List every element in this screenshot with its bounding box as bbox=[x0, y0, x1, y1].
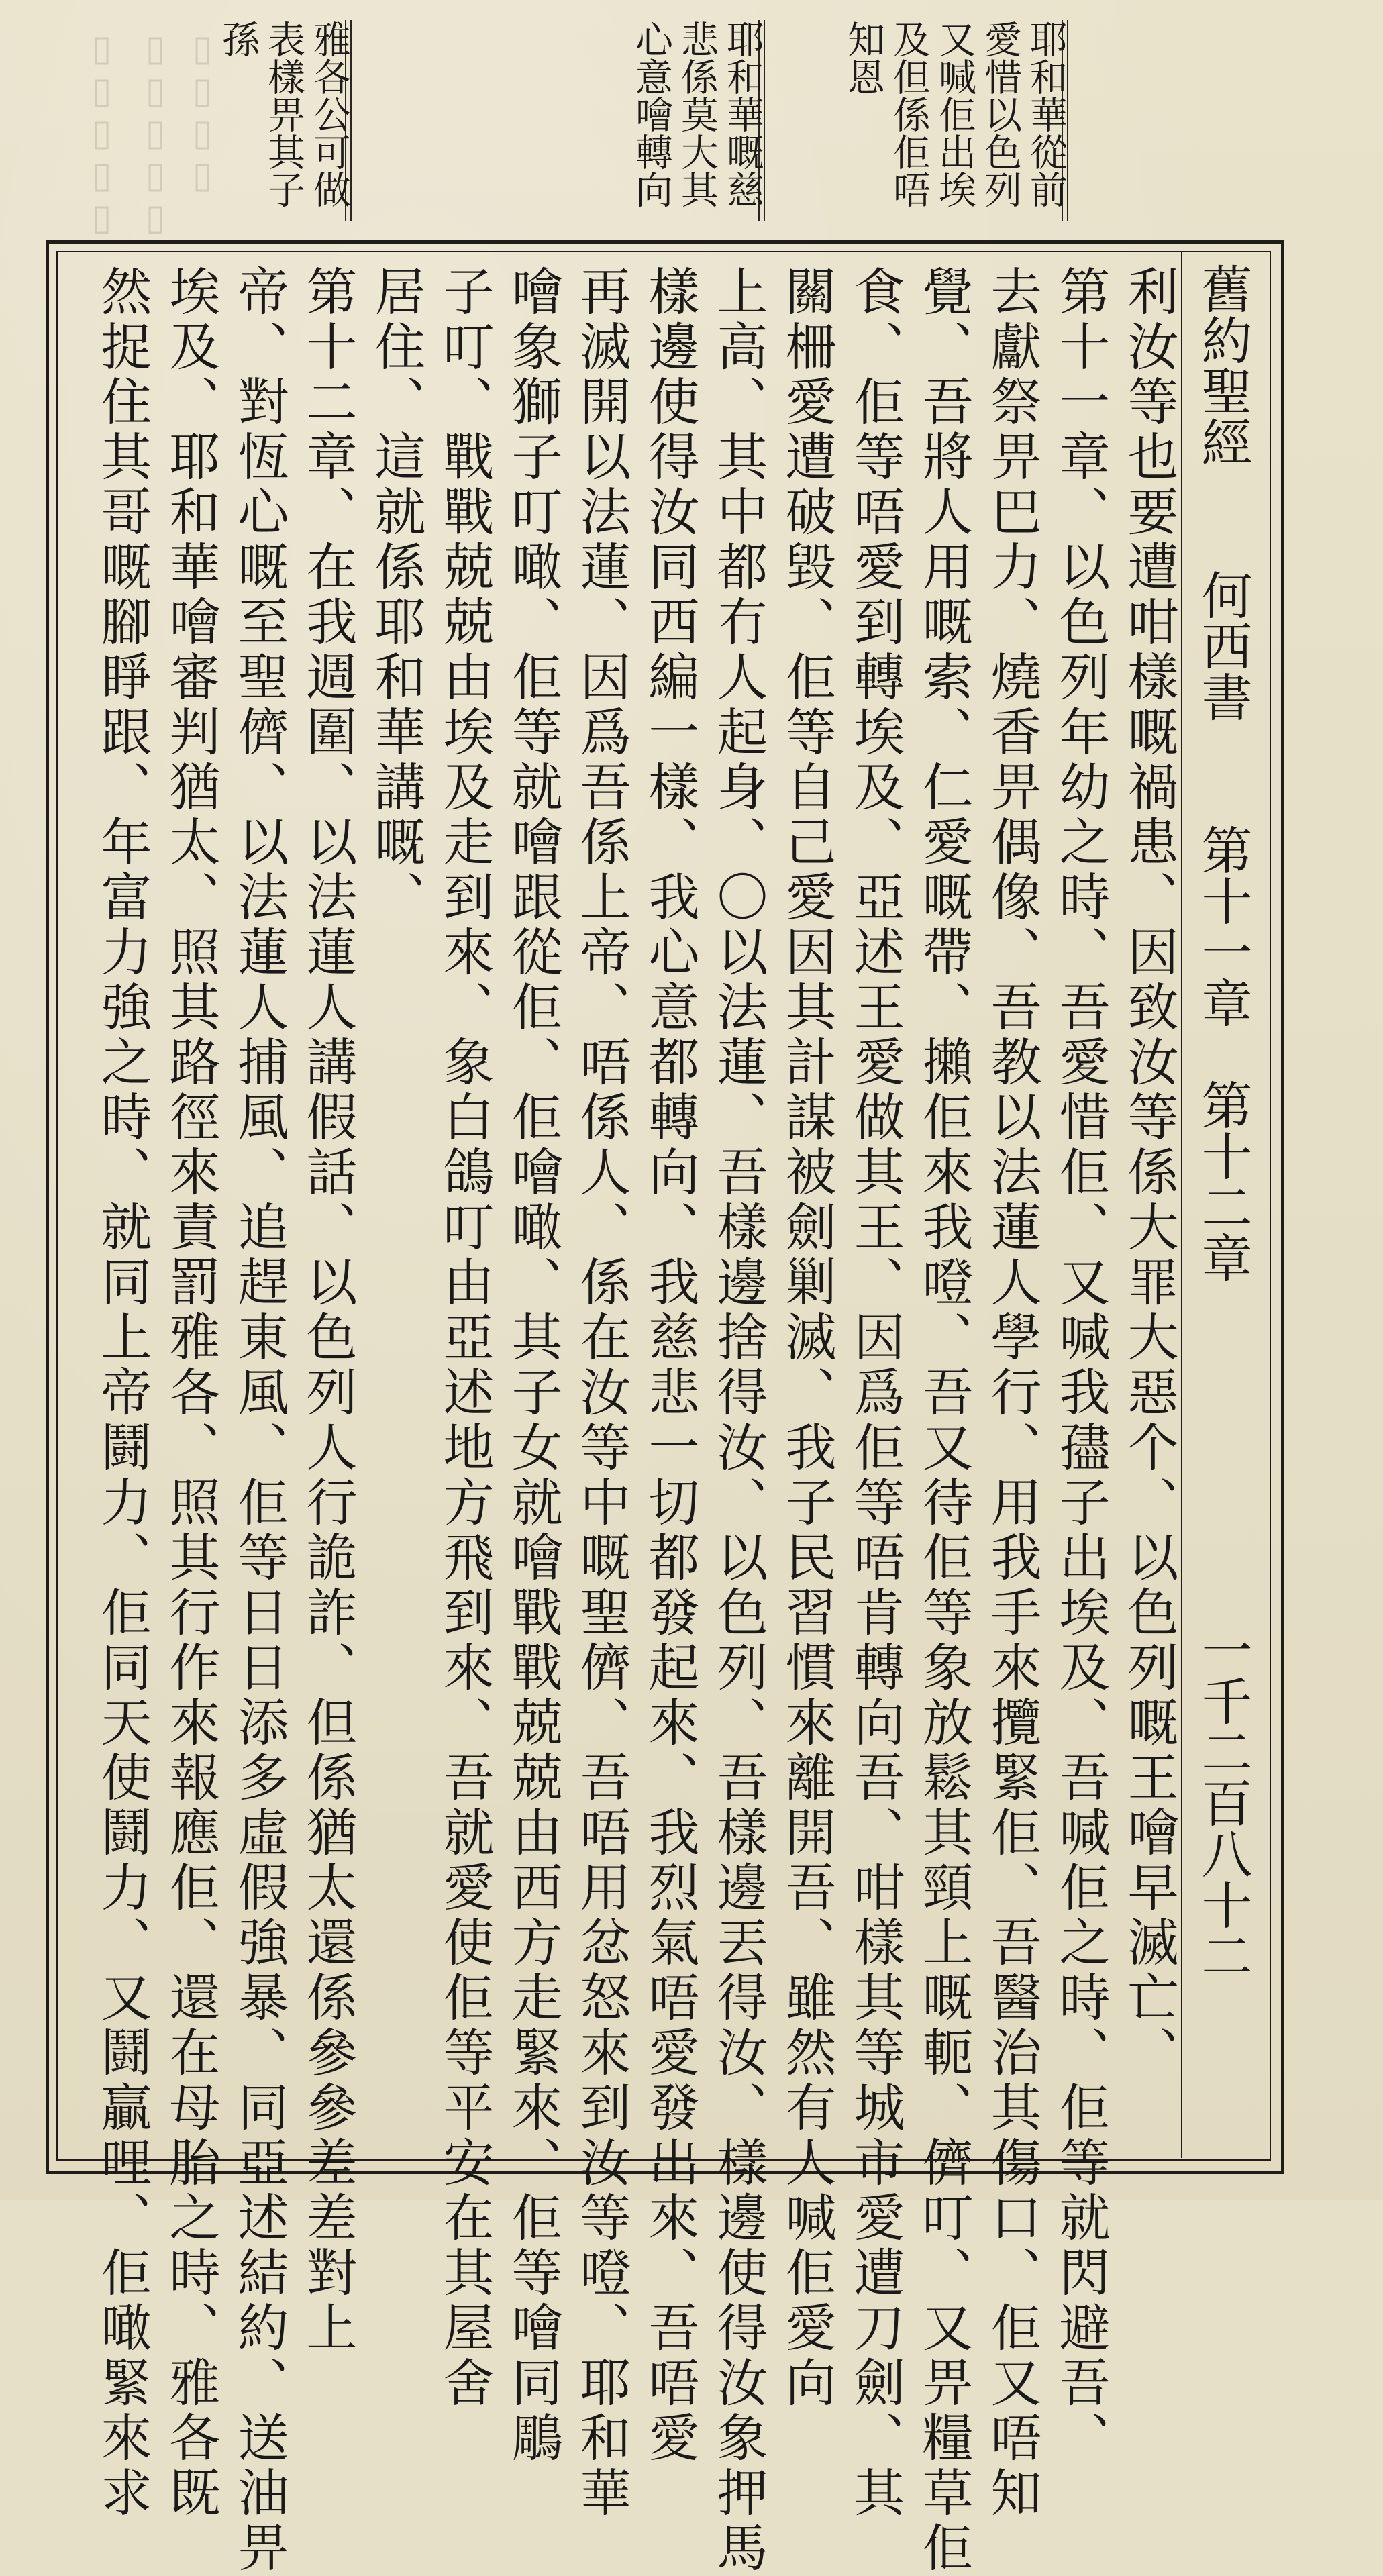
text-column-10: 噲象獅子叮噉、佢等就噲跟從佢、佢噲噉、其子女就噲戰戰兢兢由西方走緊來、佢等噲同鵰 bbox=[503, 265, 563, 2466]
top-note-2 bbox=[631, 20, 792, 235]
text-column-15: 埃及、耶和華噲審判猶太、照其路徑來責罰雅各、照其行作來報應佢、還在母胎之時、雅各既 bbox=[161, 265, 221, 2521]
text-column-5: 食、佢等唔愛到轉埃及、亞述王愛做其王、因爲佢等唔肯轉向吾、咁樣其等城市愛遭刀劍、其 bbox=[846, 265, 905, 2521]
text-column-2: 第十一章、以色列年幼之時、吾愛惜佢、又喊我孻子出埃及、吾喊佢之時、佢等就閃避吾、 bbox=[1051, 265, 1111, 2466]
note-line: 知恩 bbox=[841, 20, 885, 95]
running-header bbox=[1189, 263, 1256, 1283]
top-note-1 bbox=[841, 20, 1087, 235]
text-column-11: 子叮、戰戰兢兢由埃及走到來、象白鴿叮由亞述地方飛到來、吾就愛使佢等平安在其屋舍 bbox=[435, 265, 495, 2411]
text-column-8: 樣邊使得汝同西編一樣、我心意都轉向、我慈悲一切都發起來、我烈氣唔愛發出來、吾唔愛 bbox=[640, 265, 700, 2466]
header-divider bbox=[1181, 251, 1182, 2158]
note-line: 愛惜以色列 bbox=[978, 20, 1022, 208]
top-note-3 bbox=[216, 20, 356, 235]
text-column-14: 帝、對恆心嘅至聖儕、以法蓮人捕風、追趕東風、佢等日日添多虛假強暴、同亞述結約、送油畀 bbox=[229, 265, 289, 2576]
chapter-range: 第十一章 第十二章 bbox=[1193, 824, 1253, 1283]
text-column-7: 上高、其中都冇人起身、〇以法蓮、吾樣邊捨得汝、以色列、吾樣邊丟得汝、樣邊使得汝象押馬 bbox=[709, 265, 768, 2576]
note-line: 孫 bbox=[216, 20, 260, 58]
book-title: 舊約聖經 bbox=[1193, 263, 1253, 467]
book-name: 何西書 bbox=[1193, 569, 1253, 722]
note-line: 表樣畀其子 bbox=[262, 20, 305, 208]
note-line: 耶和華從前 bbox=[1024, 20, 1068, 208]
text-column-6: 關柵愛遭破毀、佢等自己愛因其計謀被劍剿滅、我子民習慣來離開吾、雖然有人喊佢愛向 bbox=[777, 265, 837, 2411]
note-line: 雅各公可做 bbox=[307, 20, 351, 208]
note-line: 悲係莫大其 bbox=[675, 20, 719, 208]
text-column-9: 再滅開以法蓮、因爲吾係上帝、唔係人、係在汝等中嘅聖儕、吾唔用忿怒來到汝等噔、耶和華 bbox=[572, 265, 631, 2521]
text-column-3: 去獻祭畀巴力、燒香畀偶像、吾教以法蓮人學行、用我手來攬緊佢、吾醫治其傷口、佢又唔知 bbox=[982, 265, 1042, 2521]
page-number: 一千二百八十二 bbox=[1193, 1624, 1253, 1981]
bleed-through-mark: ▯▯▯▯ bbox=[181, 27, 223, 196]
note-line: 及但係佢唔 bbox=[887, 20, 931, 208]
bleed-through-mark: ▯▯▯▯▯ bbox=[134, 27, 176, 238]
text-column-4: 覺、吾將人用嘅索、仁愛嘅帶、攋佢來我噔、吾又待佢等象放鬆其頸上嘅軛、儕叮、又畀糧草佢 bbox=[914, 265, 974, 2576]
text-column-16: 然捉住其哥嘅腳睜跟、年富力強之時、就同上帝鬪力、佢同天使鬪力、又鬪贏哩、佢噉緊來求 bbox=[93, 265, 152, 2521]
text-column-13: 第十二章、在我週圍、以法蓮人講假話、以色列人行詭詐、但係猶太還係參參差差對上 bbox=[298, 265, 358, 2356]
note-line: 耶和華嘅慈 bbox=[721, 20, 764, 208]
bleed-through-mark: ▯▯▯▯▯ bbox=[81, 27, 123, 238]
text-column-12: 居住、這就係耶和華講嘅、 bbox=[366, 265, 426, 925]
note-line: 心意噲轉向 bbox=[629, 20, 673, 208]
text-column-1: 利汝等也要遭咁樣嘅禍患、因致汝等係大罪大惡个、以色列嘅王噲早滅亡、 bbox=[1119, 265, 1179, 2081]
note-line: 又喊佢出埃 bbox=[933, 20, 976, 208]
